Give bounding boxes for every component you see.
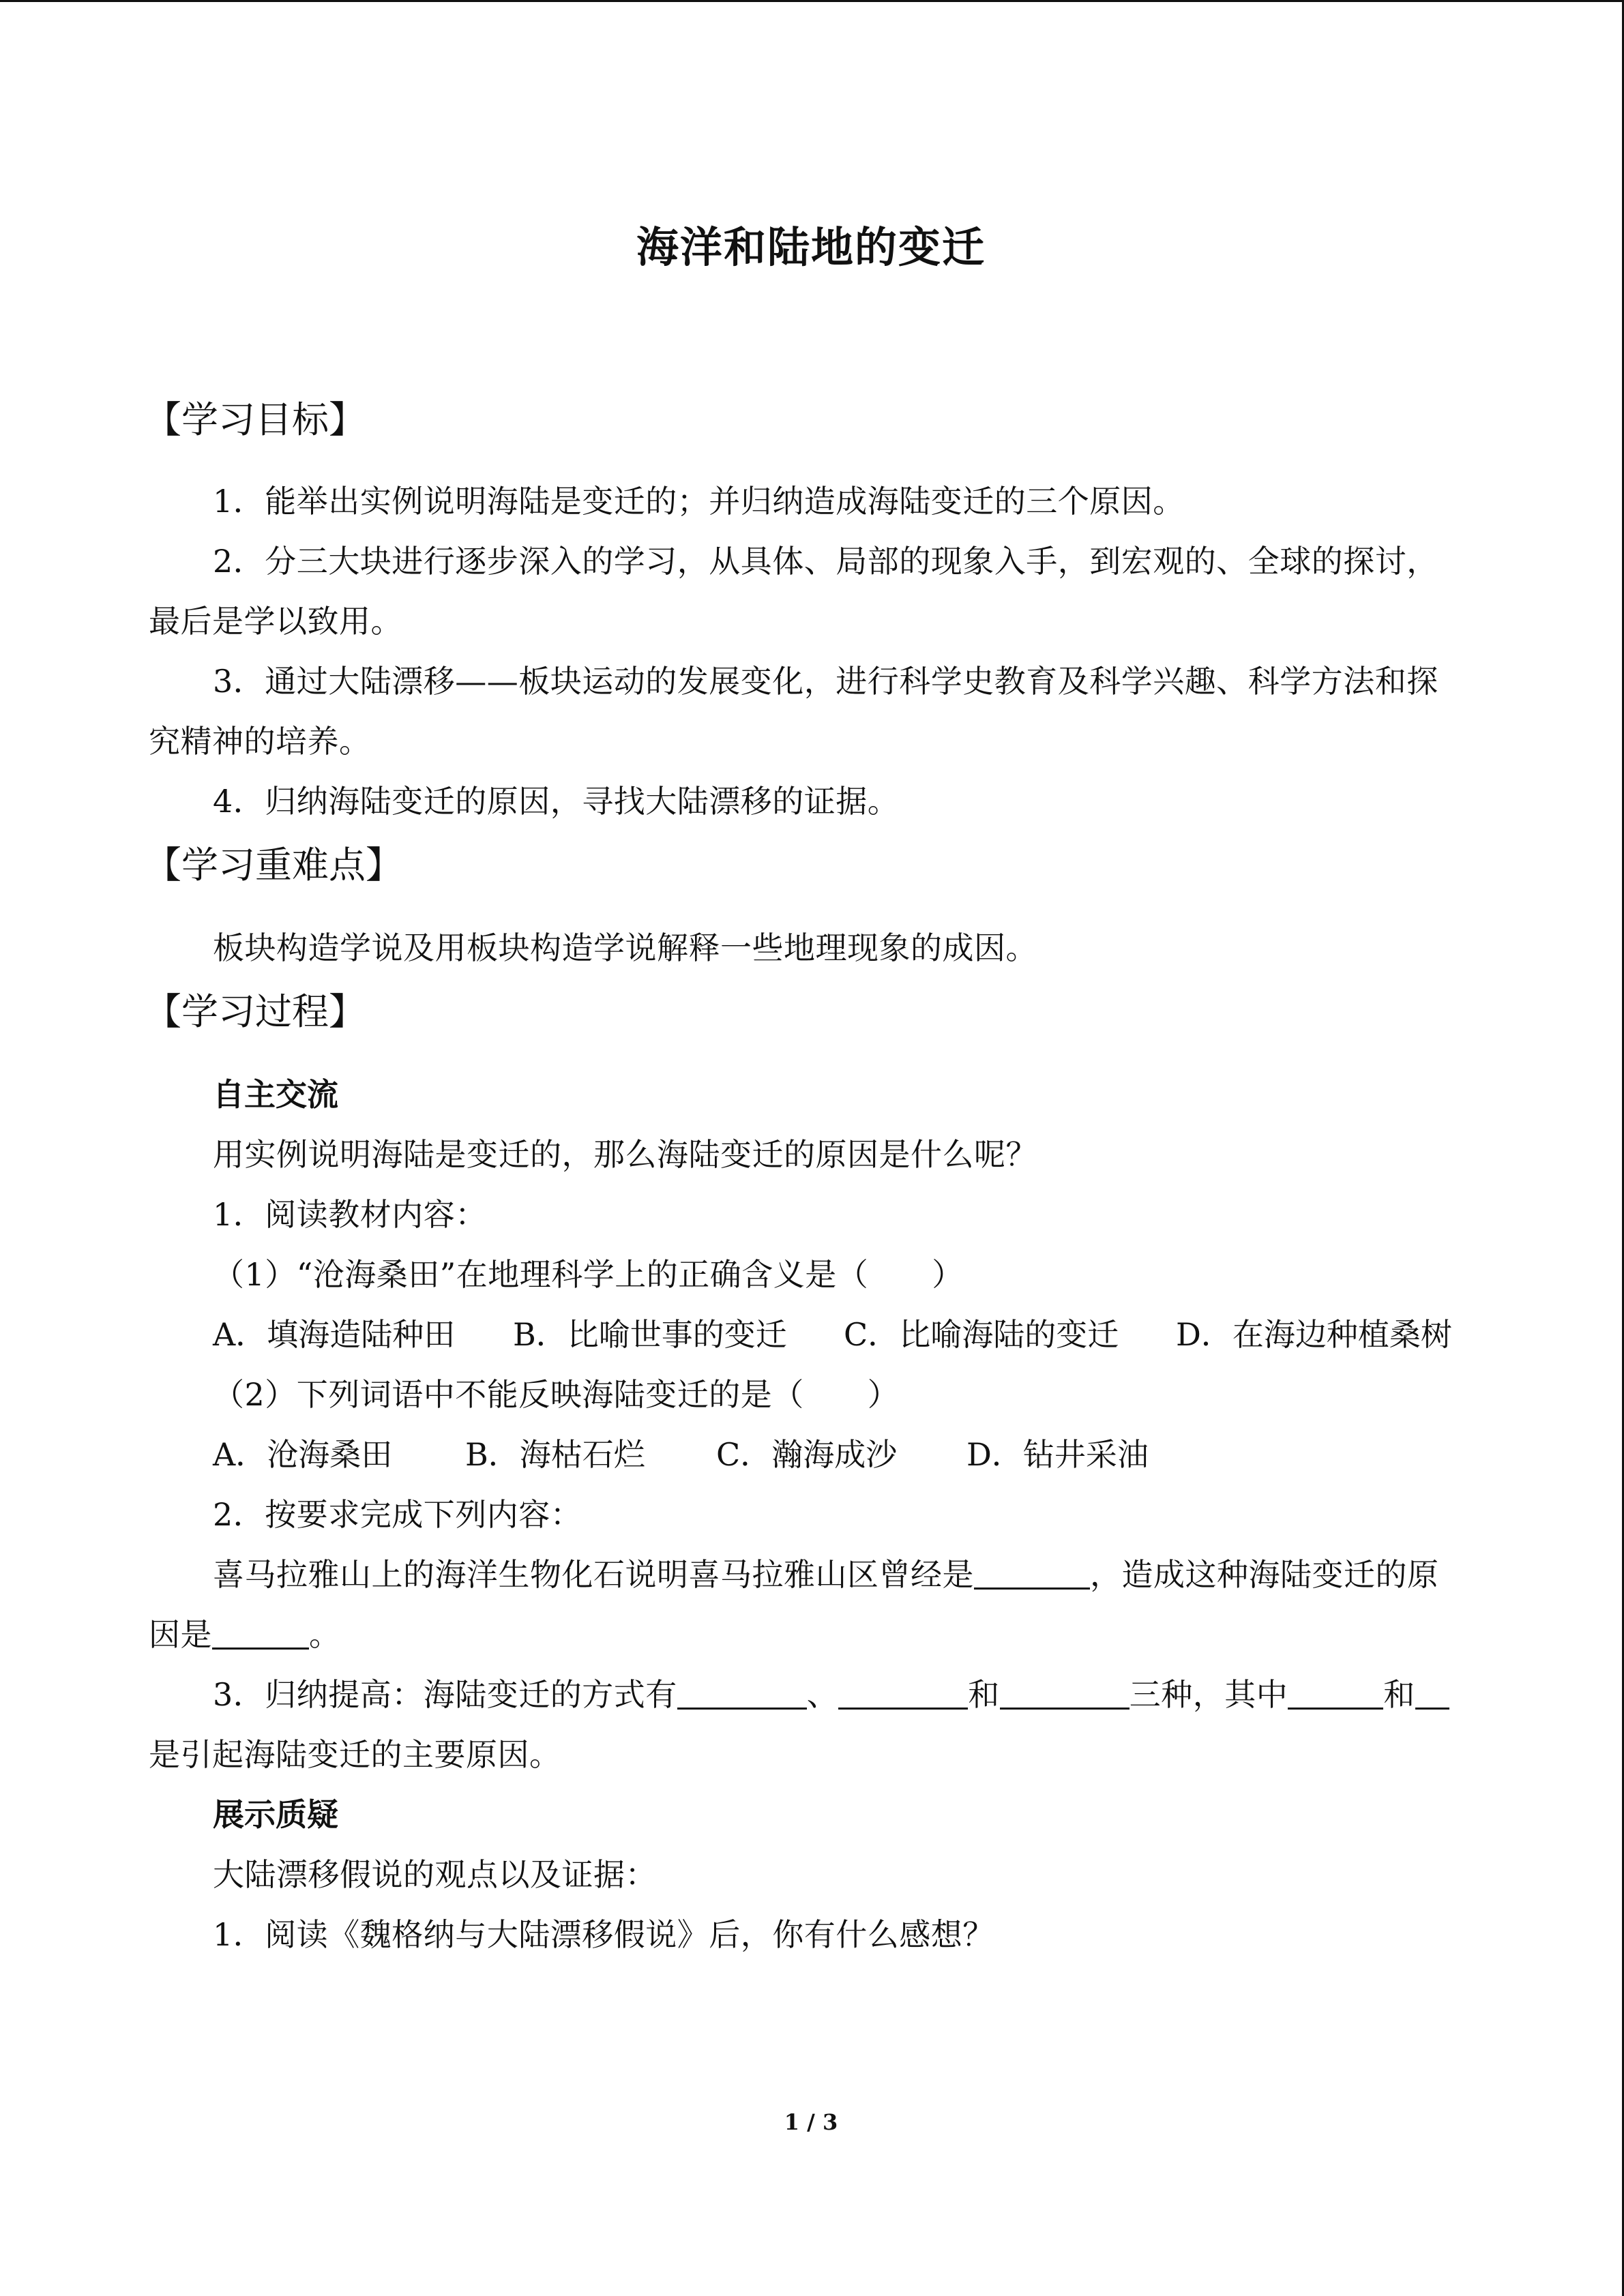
question-3 (213, 1670, 1449, 1715)
objective-item: 2．分三大块进行逐步深入的学习，从具体、局部的现象入手，到宏观的、全球的探讨， (213, 543, 1438, 580)
question-1-2-options (213, 1430, 1149, 1475)
question-3-part: 、 (806, 1676, 839, 1713)
answer-blank[interactable] (1288, 1676, 1383, 1710)
option-d: D．在海边种植桑树 (1176, 1316, 1452, 1353)
question-2-text-part: 。 (309, 1616, 341, 1653)
question-2-text-part: 喜马拉雅山上的海洋生物化石说明喜马拉雅山区曾经是 (213, 1556, 974, 1593)
question-3-cont: 是引起海陆变迁的主要原因。 (149, 1736, 561, 1773)
page-indicator: 1 / 3 (784, 2109, 838, 2135)
objective-item: 3．通过大陆漂移——板块运动的发展变化，进行科学史教育及科学兴趣、科学方法和探 (213, 663, 1438, 700)
self-study-label: 自主交流 (213, 1076, 338, 1113)
key-points-heading: 【学习重难点】 (145, 844, 402, 886)
option-c: C．瀚海成沙 (716, 1436, 898, 1473)
question-2-label: 2．按要求完成下列内容： (213, 1496, 582, 1533)
objective-item: 最后是学以致用。 (149, 603, 402, 640)
question-1-2: （2）下列词语中不能反映海陆变迁的是（ ） (213, 1376, 900, 1413)
process-heading: 【学习过程】 (145, 990, 366, 1033)
discussion-intro: 大陆漂移假说的观点以及证据： (213, 1856, 657, 1893)
self-study-intro: 用实例说明海陆是变迁的，那么海陆变迁的原因是什么呢？ (213, 1136, 1037, 1173)
discussion-question-1: 1．阅读《魏格纳与大陆漂移假说》后，你有什么感想？ (213, 1916, 994, 1953)
question-2-text-part: 因是 (149, 1616, 212, 1653)
option-a: A．填海造陆种田 (213, 1316, 456, 1353)
question-1-1-options (213, 1310, 1452, 1355)
objective-item: 4．归纳海陆变迁的原因，寻找大陆漂移的证据。 (213, 783, 900, 820)
option-b: B．比喻世事的变迁 (513, 1316, 787, 1353)
question-1-1: （1）“沧海桑田”在地理科学上的正确含义是（ ） (213, 1256, 964, 1293)
objective-item: 1．能举出实例说明海陆是变迁的；并归纳造成海陆变迁的三个原因。 (213, 483, 1185, 520)
question-3-part: 三种，其中 (1129, 1676, 1288, 1713)
discussion-label: 展示质疑 (213, 1796, 338, 1833)
answer-blank[interactable] (1000, 1676, 1130, 1710)
answer-blank[interactable] (838, 1676, 968, 1710)
question-3-part: 和 (968, 1676, 1000, 1713)
document-title: 海洋和陆地的变迁 (636, 222, 986, 272)
option-c: C．比喻海陆的变迁 (844, 1316, 1119, 1353)
option-a: A．沧海桑田 (213, 1436, 393, 1473)
answer-blank[interactable] (212, 1616, 309, 1650)
question-1-label: 1．阅读教材内容： (213, 1196, 487, 1233)
question-2-text-part: ，造成这种海陆变迁的原 (1090, 1556, 1439, 1593)
option-b: B．海枯石烂 (465, 1436, 645, 1473)
question-3-part: 3．归纳提高：海陆变迁的方式有 (213, 1676, 677, 1713)
option-d: D．钻井采油 (966, 1436, 1149, 1473)
answer-blank[interactable] (677, 1676, 807, 1710)
question-3-part: 和 (1383, 1676, 1415, 1713)
answer-blank[interactable] (1415, 1676, 1449, 1710)
question-2-text (213, 1550, 1439, 1595)
key-points-text: 板块构造学说及用板块构造学说解释一些地理现象的成因。 (213, 929, 1037, 966)
answer-blank[interactable] (974, 1556, 1090, 1590)
objective-item: 究精神的培养。 (149, 723, 371, 760)
objectives-heading: 【学习目标】 (145, 398, 366, 441)
question-2-text-cont (149, 1610, 341, 1655)
